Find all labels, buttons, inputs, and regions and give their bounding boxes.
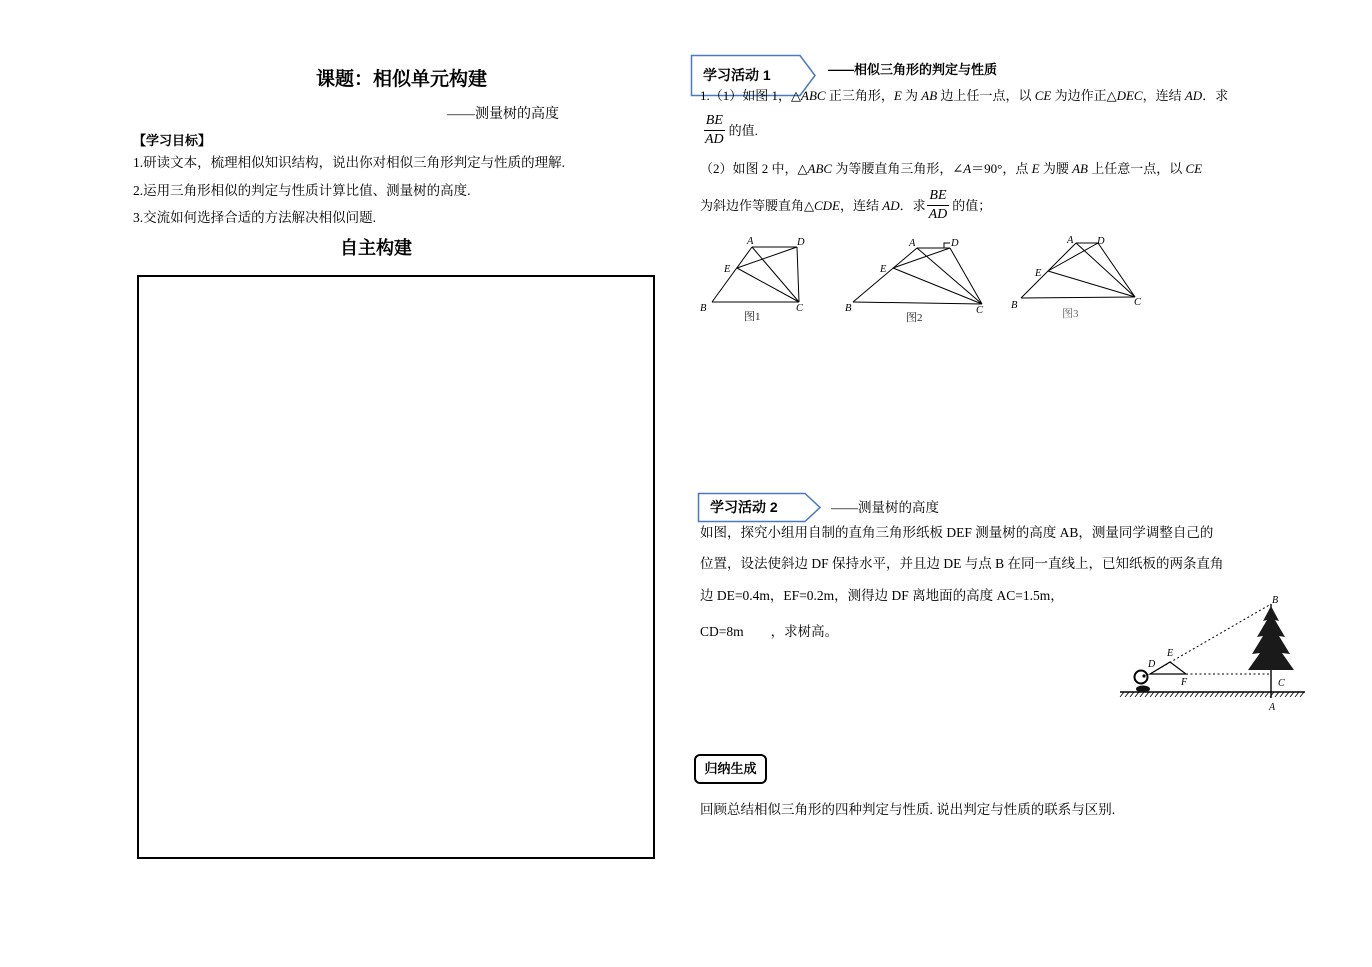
person-eye-icon xyxy=(1142,674,1145,677)
fraction-be-over-ad xyxy=(927,187,950,224)
math-variable: E xyxy=(1031,161,1040,176)
point-label-a: A xyxy=(1067,235,1074,246)
figure-caption: 图2 xyxy=(906,312,923,324)
figure-1 xyxy=(700,236,805,323)
question-1-part-1-answer-row xyxy=(702,112,758,149)
math-variable: DEC xyxy=(1116,88,1143,103)
self-construction-writing-box xyxy=(137,275,655,859)
lesson-subtitle: ——测量树的高度 xyxy=(447,107,559,122)
math-variable: CE xyxy=(1034,88,1052,103)
point-label-a: A xyxy=(747,236,754,247)
learning-goal-item: 3.交流如何选择合适的方法解决相似问题. xyxy=(133,210,376,225)
segment-bc xyxy=(853,302,982,304)
person-body-icon xyxy=(1136,686,1150,693)
learning-goal-item: 2.运用三角形相似的判定与性质计算比值、测量树的高度. xyxy=(133,183,471,198)
segment-ab xyxy=(853,248,917,302)
fraction-numerator: BE xyxy=(704,112,725,131)
point-label-b: B xyxy=(1011,300,1018,311)
activity-1-label: 学习活动 1 xyxy=(703,67,771,83)
fraction-denominator: AD xyxy=(705,132,724,147)
question-1-part-2-answer-row xyxy=(700,187,991,224)
segment-ab xyxy=(712,247,752,302)
segment-ec xyxy=(1048,271,1135,297)
segment-dc xyxy=(797,247,799,302)
question-1-part-1-text: 1.（1）如图 1，△ABC 正三角形，E 为 AB 边上任一点，以 CE 为边作正△DEC，连结 AD．求 xyxy=(700,88,1229,103)
segment-ec xyxy=(737,268,799,302)
problem-text-line: 如图，探究小组用自制的直角三角形纸板 DEF 测量树的高度 AB，测量同学调整自己的 xyxy=(700,525,1214,540)
question-1-part-1-tail: 的值. xyxy=(728,122,758,138)
math-variable: AD xyxy=(882,197,900,213)
problem-text-line: CD=8m ，求树高。 xyxy=(700,624,839,639)
point-label-a: A xyxy=(1269,702,1276,713)
figure-3 xyxy=(1011,235,1142,320)
figure-2 xyxy=(845,238,984,324)
point-label-b: B xyxy=(1272,595,1279,606)
activity-1-figures xyxy=(695,228,1155,326)
activity-2-label: 学习活动 2 xyxy=(710,499,778,515)
math-variable: ABC xyxy=(801,88,826,103)
math-variable: A xyxy=(963,161,972,176)
point-label-c: C xyxy=(1278,678,1285,689)
question-1-part-2-text-continued: 为斜边作等腰直角△CDE，连结 AD．求 xyxy=(700,197,926,213)
self-construction-heading: 自主构建 xyxy=(340,238,412,258)
point-label-a: A xyxy=(909,238,916,249)
point-label-e: E xyxy=(1167,648,1174,659)
segment-de xyxy=(1048,243,1098,271)
lesson-title: 课题：相似单元构建 xyxy=(316,69,488,90)
math-variable: CDE xyxy=(814,197,840,213)
question-1-part-2-tail: 的值； xyxy=(952,197,992,213)
learning-goals-heading: 【学习目标】 xyxy=(133,133,212,148)
figure-caption: 图1 xyxy=(744,311,761,323)
math-variable: AB xyxy=(1072,161,1088,176)
learning-goal-item: 1.研读文本，梳理相似知识结构，说出你对相似三角形判定与性质的理解. xyxy=(133,155,565,170)
segment-ec xyxy=(893,268,982,304)
point-label-e: E xyxy=(724,264,731,275)
math-variable: AB xyxy=(921,88,938,103)
point-label-c: C xyxy=(1134,297,1142,308)
point-label-d: D xyxy=(797,237,805,248)
point-label-c: C xyxy=(796,303,804,314)
person-head-icon xyxy=(1135,671,1148,684)
problem-text-line: 位置，设法使斜边 DF 保持水平，并且边 DE 与点 B 在同一直线上，已知纸板的两条直角 xyxy=(700,556,1224,571)
point-label-b: B xyxy=(845,303,852,314)
cardboard-triangle-def xyxy=(1150,662,1186,674)
segment-dc xyxy=(950,248,982,304)
point-label-d: D xyxy=(951,238,959,249)
summary-label-box xyxy=(694,754,767,784)
point-label-e: E xyxy=(1035,268,1042,279)
math-variable: ABC xyxy=(807,161,833,176)
point-label-c: C xyxy=(976,305,984,316)
fraction-denominator: AD xyxy=(928,207,948,222)
right-angle-mark xyxy=(944,243,950,248)
summary-text: 回顾总结相似三角形的四种判定与性质. 说出判定与性质的联系与区别. xyxy=(700,802,1116,817)
math-variable: E xyxy=(893,88,902,103)
question-1-part-2-text: （2）如图 2 中，△ABC 为等腰直角三角形，∠A＝90°，点 E 为腰 AB 上任意一点，以 CE xyxy=(700,161,1203,176)
point-label-e: E xyxy=(880,264,887,275)
problem-text-line: 边 DE=0.4m，EF=0.2m，测得边 DF 离地面的高度 AC=1.5m， xyxy=(700,588,1064,603)
point-label-d: D xyxy=(1148,659,1156,670)
segment-de xyxy=(893,248,950,268)
activity-1-subtitle: ——相似三角形的判定与性质 xyxy=(828,62,998,77)
figure-caption: 图3 xyxy=(1062,308,1079,320)
segment-ac xyxy=(752,247,799,302)
segment-bc xyxy=(1021,297,1135,298)
math-variable: AD xyxy=(1184,88,1203,103)
point-label-b: B xyxy=(700,303,707,314)
activity-2-subtitle: ——测量树的高度 xyxy=(831,500,939,515)
segment-dc xyxy=(1098,243,1135,297)
tree-measurement-diagram xyxy=(1112,590,1312,715)
summary-label: 归纳生成 xyxy=(704,761,757,776)
math-variable: CE xyxy=(1185,161,1203,176)
point-label-d: D xyxy=(1097,236,1105,247)
tree-icon xyxy=(1248,606,1294,670)
point-label-f: F xyxy=(1181,677,1188,688)
fraction-numerator: BE xyxy=(927,187,948,206)
fraction-be-over-ad xyxy=(703,112,726,149)
segment-ac xyxy=(1076,243,1135,297)
